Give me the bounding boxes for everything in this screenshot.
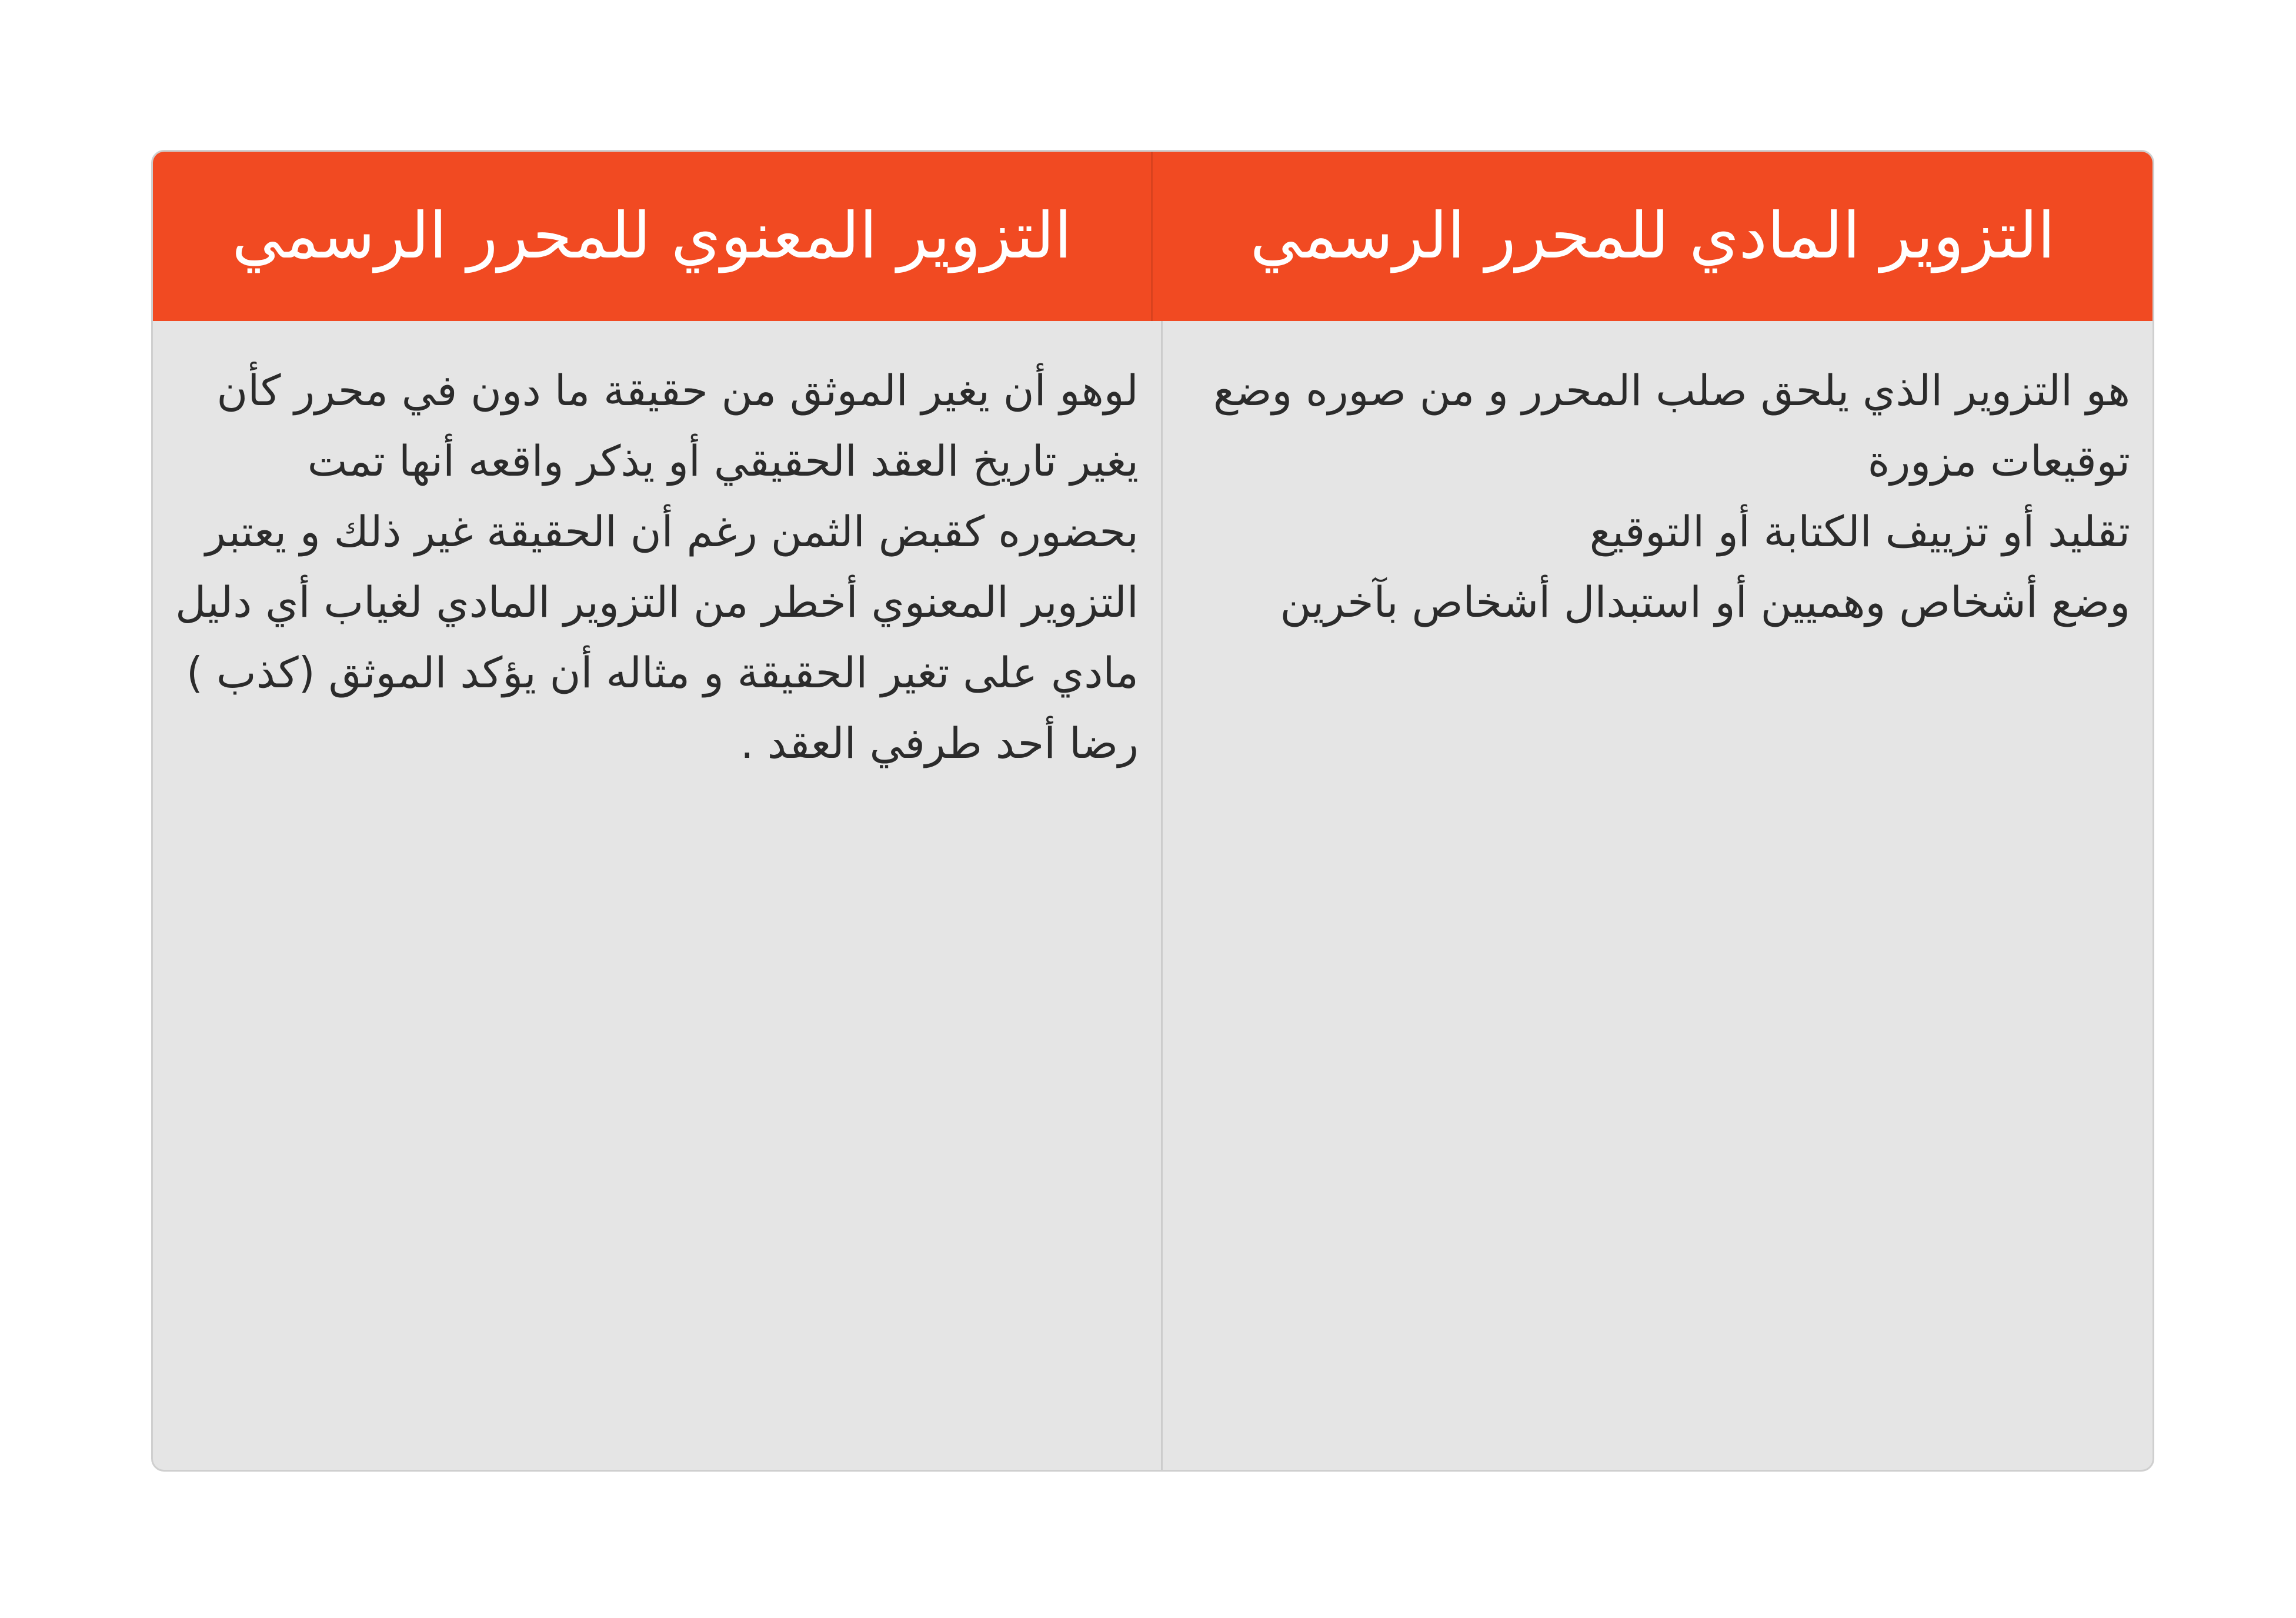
text-line: تقليد أو تزييف الكتابة أو التوقيع <box>1589 507 2130 556</box>
text-line: يغير تاريخ العقد الحقيقي أو يذكر واقعه أنها تمت <box>307 436 1139 486</box>
comparison-table <box>151 150 2154 1472</box>
table-body-row <box>153 321 2152 1470</box>
text-line: بحضوره كقبض الثمن رغم أن الحقيقة غير ذلك و يعتبر <box>205 507 1139 556</box>
text-line: توقيعات مزورة <box>1867 436 2130 486</box>
text-line: مادي على تغير الحقيقة و مثاله أن يؤكد الموثق (كذب ) <box>186 648 1139 697</box>
text-line: وضع أشخاص وهميين أو استبدال أشخاص بآخرين <box>1280 577 2130 627</box>
header-material-forgery: التزوير المادي للمحرر الرسمي <box>1250 199 2055 273</box>
cell-material-forgery <box>1163 321 2152 1470</box>
header-moral-forgery: التزوير المعنوي للمحرر الرسمي <box>153 152 1153 321</box>
table-header-row <box>153 152 2152 321</box>
text-line: هو التزوير الذي يلحق صلب المحرر و من صوره وضع <box>1213 366 2130 415</box>
cell-moral-forgery <box>153 321 1163 1470</box>
text-line: لوهو أن يغير الموثق من حقيقة ما دون في محرر كأن <box>216 366 1139 415</box>
text-line: التزوير المعنوي أخطر من التزوير المادي لغياب أي دليل <box>175 577 1139 627</box>
text-line: رضا أحد طرفي العقد . <box>740 718 1139 768</box>
